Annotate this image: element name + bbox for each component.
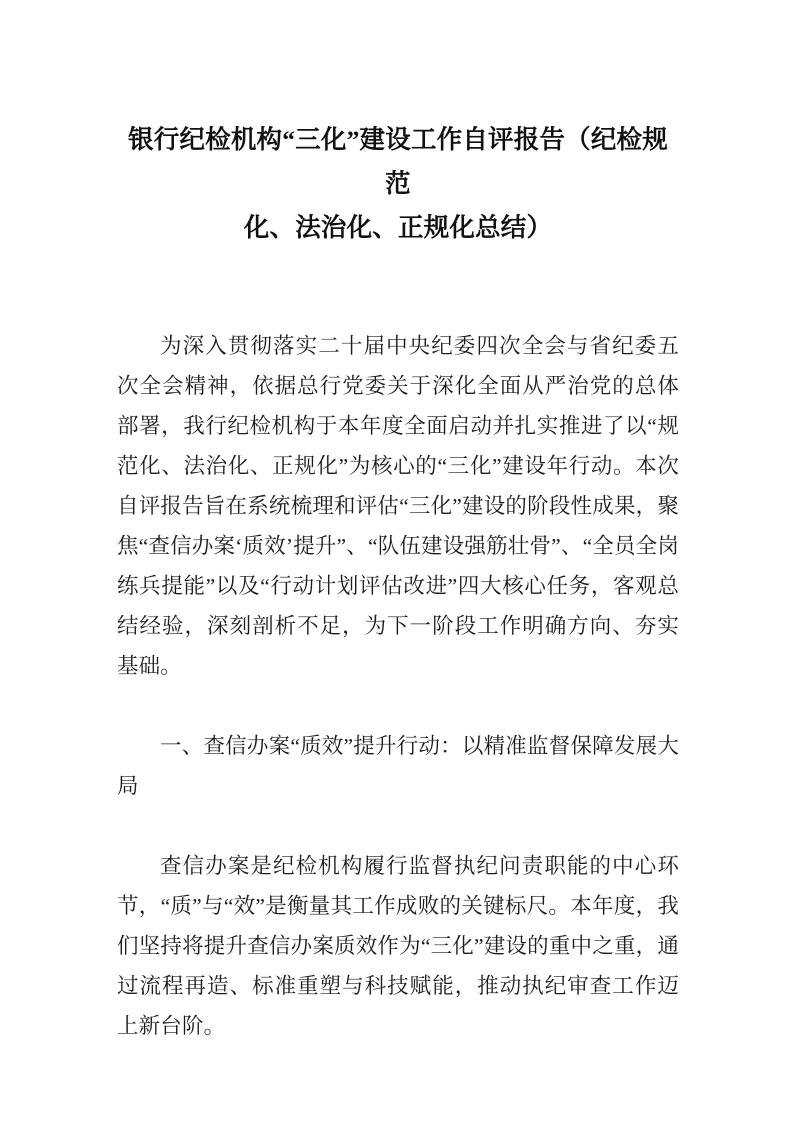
page-title (117, 118, 679, 250)
document-content-area (117, 118, 679, 1046)
title-body-spacer (117, 250, 679, 326)
paragraph-spacer-2 (117, 806, 679, 846)
page-title-line-1: 银行纪检机构“三化”建设工作自评报告（纪检规范 (128, 125, 668, 198)
intro-paragraph: 为深入贯彻落实二十届中央纪委四次全会与省纪委五次全会精神，依据总行党委关于深化全面从严治党的总体部署，我行纪检机构于本年度全面启动并扎实推进了以“规范化、法治化、正规化”为核心的“三化”建设年行动。本次自评报告旨在系统梳理和评估“三化”建设的阶段性成果，聚焦“查信办案‘质效’提升”、“队伍建设强筋壮骨”、“全员全岗练兵提能”以及“行动计划评估改进”四大核心任务，客观总结经验，深刻剖析不足，为下一阶段工作明确方向、夯实基础。 (117, 334, 679, 678)
paragraph-spacer-1 (117, 686, 679, 726)
page-title-line-2: 化、法治化、正规化总结） (243, 213, 553, 242)
section-one-body-paragraph: 查信办案是纪检机构履行监督执纪问责职能的中心环节，“质”与“效”是衡量其工作成败的关键标尺。本年度，我们坚持将提升查信办案质效作为“三化”建设的重中之重，通过流程再造、标准重塑与科技赋能，推动执纪审查工作迈上新台阶。 (117, 854, 679, 1038)
section-heading-one: 一、查信办案“质效”提升行动：以精准监督保障发展大局 (117, 734, 679, 798)
